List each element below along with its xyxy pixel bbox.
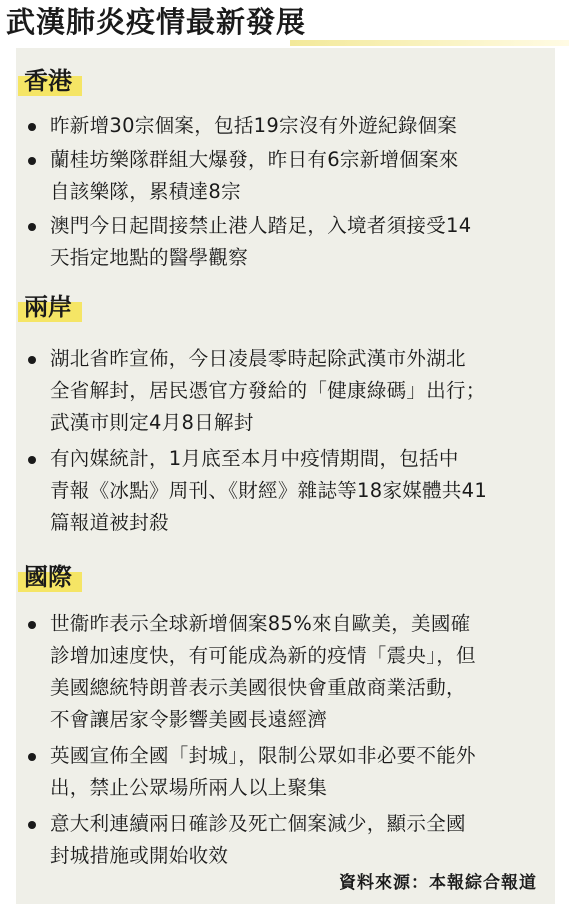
list-item-text: 有內媒統計，1月底至本月中疫情期間，包括中 青報《冰點》周刊、《財經》雜誌等18家媒體共41 篇報道被封殺 [50,447,488,534]
title-underline [290,40,569,46]
list-item-text: 澳門今日起間接禁止港人踏足，入境者須接受14 天指定地點的醫學觀察 [50,214,472,269]
section-label: 香港 [24,66,72,95]
list-item-text: 英國宣佈全國「封城」，限制公眾如非必要不能外 出，禁止公眾場所兩人以上聚集 [50,744,476,799]
news-panel [16,48,555,904]
section-heading-international [16,558,112,598]
section-label: 國際 [24,562,72,591]
list-item-text: 昨新增30宗個案，包括19宗沒有外遊紀錄個案 [50,114,458,137]
section-label: 兩岸 [24,292,72,321]
bullet-icon [28,821,36,829]
bullet-icon [28,356,36,364]
bullet-icon [28,621,36,629]
list-item-text: 世衞昨表示全球新增個案85%來自歐美，美國確 診增加速度快，有可能成為新的疫情「震央」，但 美國總統特朗普表示美國很快會重啟商業活動， 不會讓居家令影響美國長遠經濟 [50,612,476,731]
bullet-icon [28,223,36,231]
title-bar [0,0,569,46]
bullet-icon [28,123,36,131]
bullet-icon [28,753,36,761]
section-heading-hong-kong [16,62,112,102]
source-credit: 資料來源：本報綜合報道 [339,873,537,893]
section-heading-cross-strait [16,288,112,328]
bullet-icon [28,157,36,165]
list-item-text: 蘭桂坊樂隊群組大爆發，昨日有6宗新增個案來 自該樂隊，累積達8宗 [50,148,459,203]
page-title: 武漢肺炎疫情最新發展 [6,5,307,39]
list-item-text: 意大利連續兩日確診及死亡個案減少，顯示全國 封城措施或開始收效 [50,812,466,867]
bullet-icon [28,456,36,464]
list-item-text: 湖北省昨宣佈，今日凌晨零時起除武漢市外湖北 全省解封，居民憑官方發給的「健康綠碼」出行； 武漢市則定4月8日解封 [50,347,486,434]
